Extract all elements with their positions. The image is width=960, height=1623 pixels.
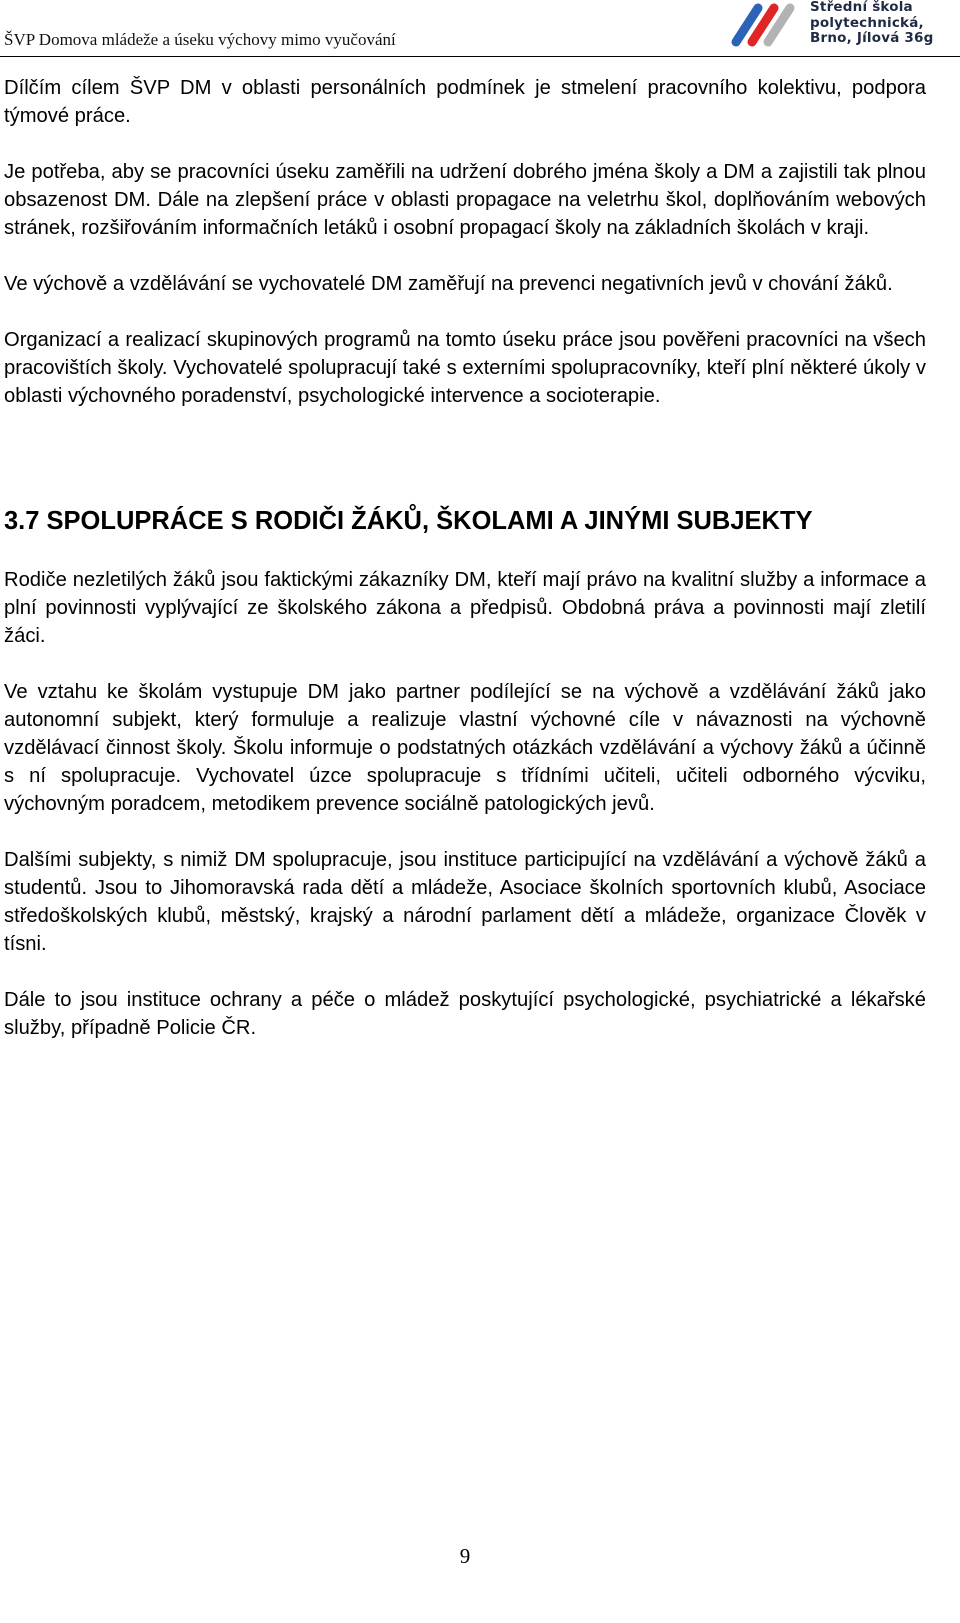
paragraph: Ve vztahu ke školám vystupuje DM jako partner podílející se na výchově a vzdělávání žáků jako autonomní subjekt, který formuluje a realizuje vlastní výchovné cíle v návaznosti na výchovně vzdělávací činnost školy. Školu informuje o podstatných otázkách vzdělávání a výchovy žáků a účinně s ní spolupracuje. Vychovatel úzce spolupracuje s třídními učiteli, učiteli odborného výcviku, výchovným poradcem, metodikem prevence sociálně patologických jevů. — [4, 681, 926, 815]
logo-line-3: Brno, Jílová 36g — [810, 30, 934, 46]
school-logo-text — [810, 0, 933, 47]
logo-line-1: Střední škola — [810, 0, 913, 15]
paragraph: Je potřeba, aby se pracovníci úseku zaměřili na udržení dobrého jména školy a DM a zajistili tak plnou obsazenost DM. Dále na zlepšení práce v oblasti propagace na veletrhu škol, doplňováním webových stránek, rozšiřováním informačních letáků i osobní propagací školy na základních školách v kraji. — [4, 161, 926, 239]
section-heading: 3.7 SPOLUPRÁCE S RODIČI ŽÁKŮ, ŠKOLAMI A JINÝMI SUBJEKTY — [4, 507, 813, 535]
logo-line-2: polytechnická, — [810, 14, 924, 31]
paragraph: Dalšími subjekty, s nimiž DM spolupracuje, jsou instituce participující na vzdělávání a výchově žáků a studentů. Jsou to Jihomoravská rada dětí a mládeže, Asociace školních sportovních klubů, Asociace středoškolských klubů, městský, krajský a národní parlament dětí a mládeže, organizace Člověk v tísni. — [4, 849, 926, 955]
paragraph: Dále to jsou instituce ochrany a péče o mládež poskytující psychologické, psychiatrické a lékařské služby, případně Policie ČR. — [4, 989, 926, 1039]
paragraph: Rodiče nezletilých žáků jsou faktickými zákazníky DM, kteří mají právo na kvalitní služby a informace a plní povinnosti vyplývající ze školského zákona a předpisů. Obdobná práva a povinnosti mají zletilí žáci. — [4, 569, 926, 647]
paragraph: Organizací a realizací skupinových programů na tomto úseku práce jsou pověřeni pracovníci na všech pracovištích školy. Vychovatelé spolupracují také s externími spolupracovníky, kteří plní některé úkoly v oblasti výchovného poradenství, psychologické intervence a socioterapie. — [4, 329, 926, 407]
page-header — [0, 0, 960, 57]
page-number: 9 — [459, 1544, 471, 1568]
school-logo — [728, 0, 960, 52]
paragraph: Dílčím cílem ŠVP DM v oblasti personálních podmínek je stmelení pracovního kolektivu, podpora týmové práce. — [4, 77, 926, 127]
document-body — [4, 74, 926, 1070]
paragraph: Ve výchově a vzdělávání se vychovatelé DM zaměřují na prevenci negativních jevů v chování žáků. — [4, 273, 893, 295]
header-title: ŠVP Domova mládeže a úseku výchovy mimo vyučování — [4, 30, 396, 49]
school-logo-mark-icon — [728, 2, 798, 48]
